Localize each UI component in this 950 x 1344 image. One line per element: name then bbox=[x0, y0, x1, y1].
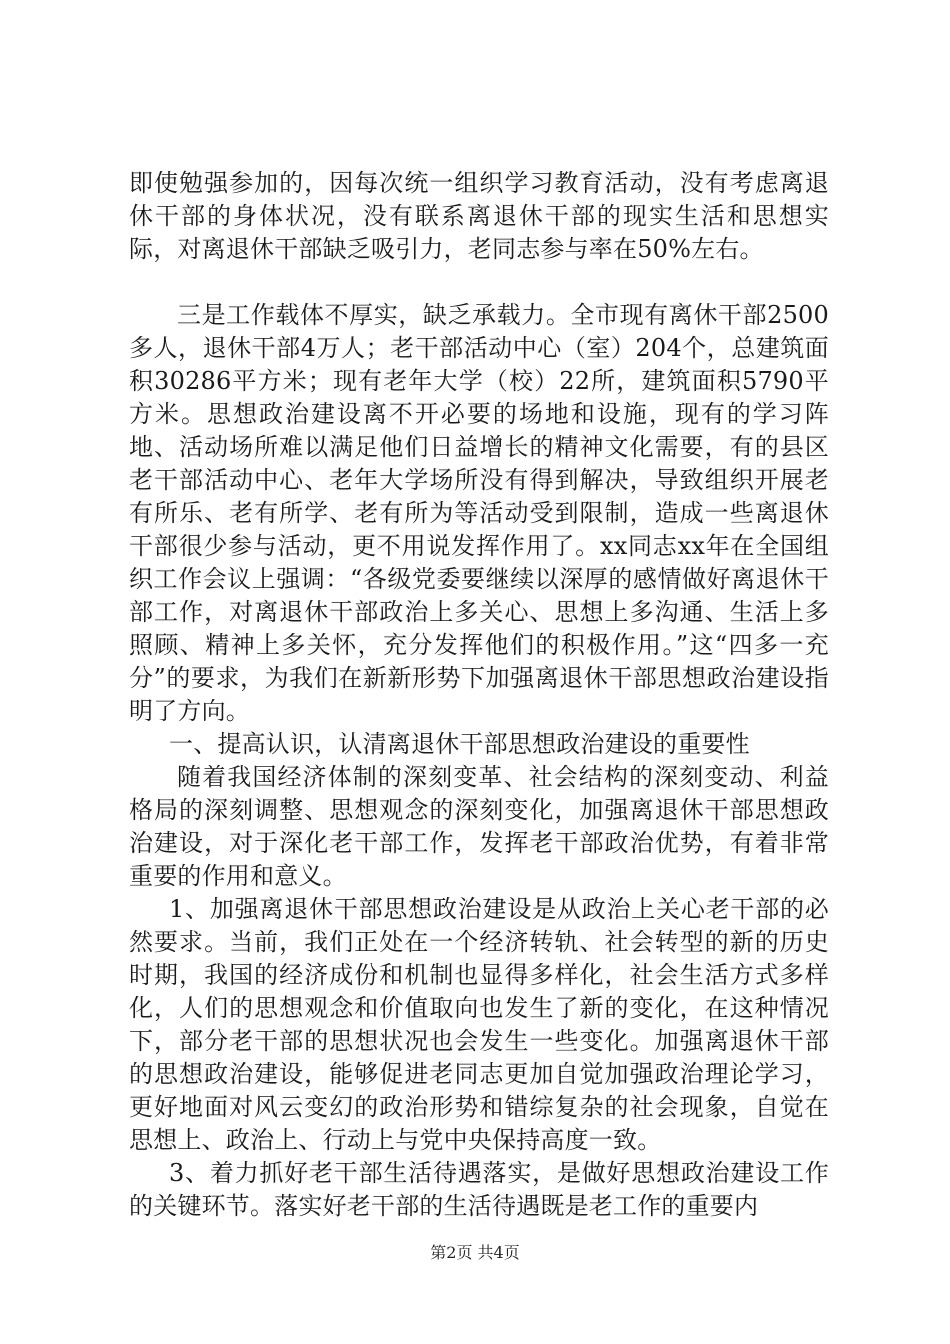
paragraph-gap bbox=[129, 266, 829, 299]
page-number: 第2页 bbox=[430, 1243, 473, 1262]
paragraph-point-1: 1、加强离退休干部思想政治建设是从政治上关心老干部的必然要求。当前，我们正处在一个经济转轨、社会转型的新的历史时期，我国的经济成份和机制也显得多样化，社会生活方式多样化，人们的思想观念和价值取向也发生了新的变化，在这种情况下，部分老干部的思想状况也会发生一些变化。加强离退休干部的思想政治建设，能够促进老同志更加自觉加强政治理论学习，更好地面对风云变幻的政治形势和错综复杂的社会现象，自觉在思想上、政治上、行动上与党中央保持高度一致。 bbox=[129, 895, 829, 1154]
page-footer bbox=[0, 1242, 950, 1264]
page-total: 共4页 bbox=[477, 1243, 520, 1262]
paragraph-point-3: 3、着力抓好老干部生活待遇落实，是做好思想政治建设工作的关键环节。落实好老干部的生活待遇既是老工作的重要内 bbox=[129, 1159, 829, 1220]
section-heading-importance: 一、提高认识，认清离退休干部思想政治建设的重要性 bbox=[169, 730, 750, 758]
document-body bbox=[129, 167, 829, 1223]
paragraph-reform-context: 随着我国经济体制的深刻变革、社会结构的深刻变动、利益格局的深刻调整、思想观念的深刻变化，加强离退休干部思想政治建设，对于深化老干部工作，发挥老干部政治优势，有着非常重要的作用和意义。 bbox=[129, 763, 829, 890]
paragraph-work-carrier: 三是工作载体不厚实，缺乏承载力。全市现有离休干部2500多人，退休干部4万人；老干部活动中心（室）204个，总建筑面积30286平方米；现有老年大学（校）22所，建筑面积5790平方米。思想政治建设离不开必要的场地和设施，现有的学习阵地、活动场所难以满足他们日益增长的精神文化需要，有的县区老干部活动中心、老年大学场所没有得到解决，导致组织开展老有所乐、老有所学、老有所为等活动受到限制，造成一些离退休干部很少参与活动，更不用说发挥作用了。xx同志xx年在全国组织工作会议上强调：“各级党委要继续以深厚的感情做好离退休干部工作，对离退休干部政治上多关心、思想上多沟通、生活上多照顾、精神上多关怀，充分发挥他们的积极作用。”这“四多一充分”的要求，为我们在新新形势下加强离退休干部思想政治建设指明了方向。 bbox=[129, 301, 829, 725]
paragraph-continued: 即使勉强参加的，因每次统一组织学习教育活动，没有考虑离退休干部的身体状况，没有联系离退休干部的现实生活和思想实际，对离退休干部缺乏吸引力，老同志参与率在50%左右。 bbox=[129, 169, 829, 263]
